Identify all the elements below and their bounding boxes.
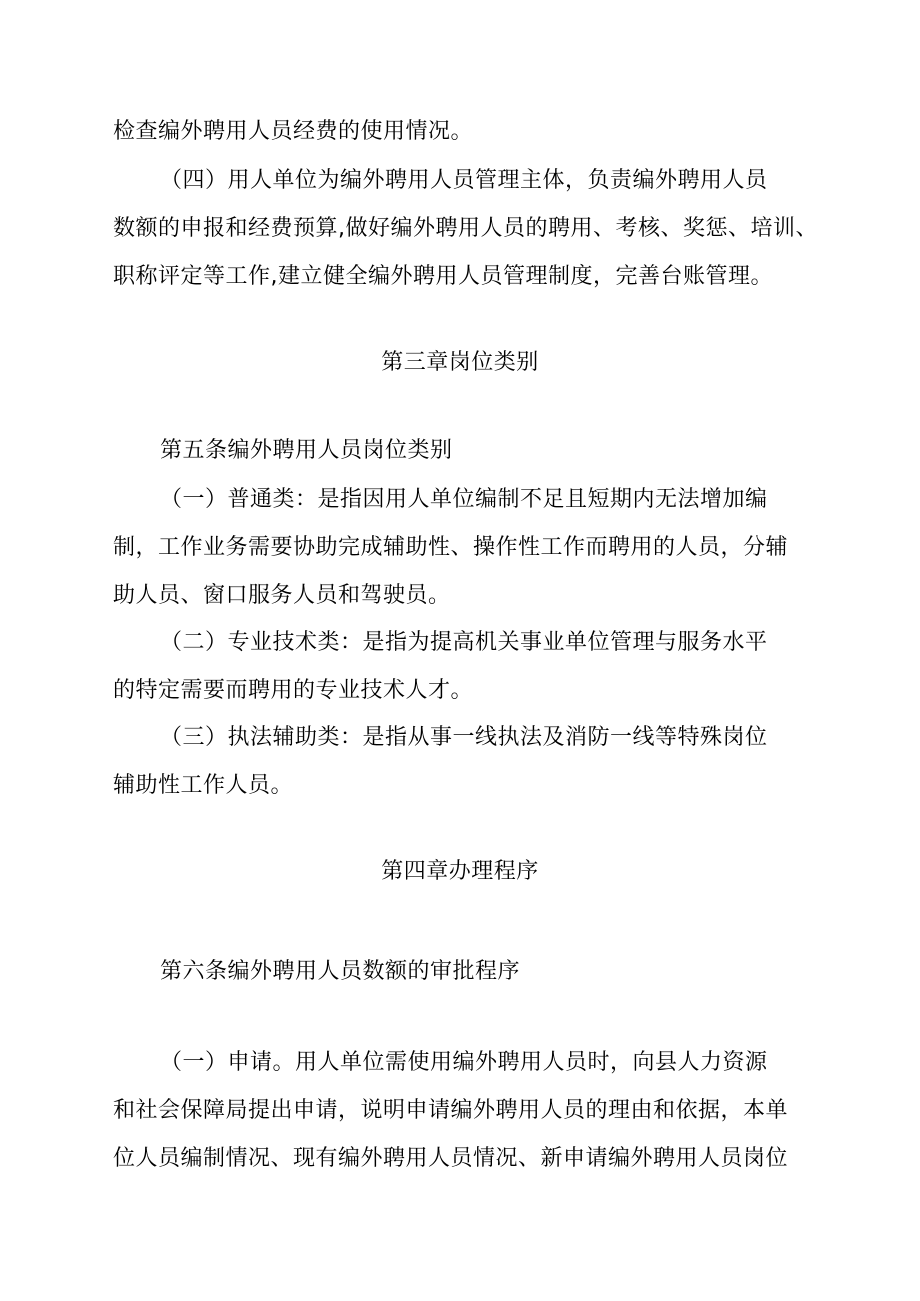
paragraph-line: 数额的申报和经费预算,做好编外聘用人员的聘用、考核、奖惩、培训、 xyxy=(113,216,818,241)
paragraph-line: （一）普通类：是指因用人单位编制不足且短期内无法增加编 xyxy=(160,487,768,512)
paragraph-line: 的特定需要而聘用的专业技术人才。 xyxy=(113,678,474,703)
paragraph-line: （三）执法辅助类：是指从事一线执法及消防一线等特殊岗位 xyxy=(160,725,768,750)
article-heading: 第六条编外聘用人员数额的审批程序 xyxy=(160,959,521,984)
chapter-heading: 第三章岗位类别 xyxy=(381,350,539,375)
paragraph-line: 检查编外聘用人员经费的使用情况。 xyxy=(113,119,474,144)
paragraph-line: 位人员编制情况、现有编外聘用人员情况、新申请编外聘用人员岗位 xyxy=(113,1146,789,1171)
article-heading: 第五条编外聘用人员岗位类别 xyxy=(160,438,453,463)
paragraph-line: 助人员、窗口服务人员和驾驶员。 xyxy=(113,583,451,608)
paragraph-line: 和社会保障局提出申请，说明申请编外聘用人员的理由和依据，本单 xyxy=(113,1098,789,1123)
paragraph-line: （四）用人单位为编外聘用人员管理主体，负责编外聘用人员 xyxy=(160,168,768,193)
paragraph-line: 制，工作业务需要协助完成辅助性、操作性工作而聘用的人员，分辅 xyxy=(113,535,789,560)
paragraph-line: 职称评定等工作,建立健全编外聘用人员管理制度，完善台账管理。 xyxy=(113,264,773,289)
chapter-heading: 第四章办理程序 xyxy=(381,859,539,884)
paragraph-line: 辅助性工作人员。 xyxy=(113,773,294,798)
paragraph-line: （二）专业技术类：是指为提高机关事业单位管理与服务水平 xyxy=(160,630,768,655)
paragraph-line: （一）申请。用人单位需使用编外聘用人员时，向县人力资源 xyxy=(160,1050,768,1075)
